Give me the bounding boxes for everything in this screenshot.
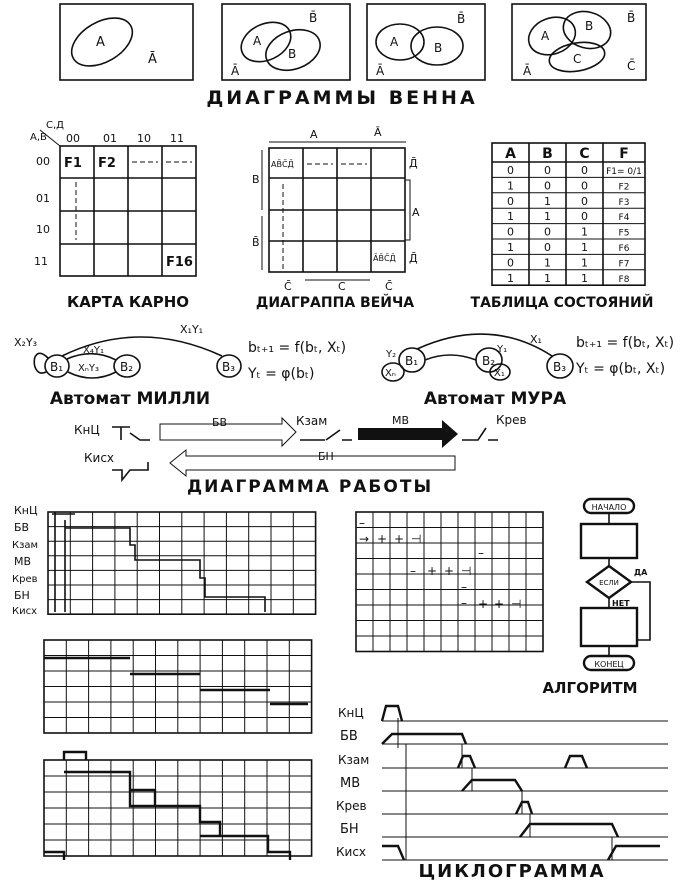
karnaugh-cell-f2: F2 [98,156,116,171]
state-table-cell: 0 [544,225,551,239]
veitch-a-side: A [412,206,420,219]
venn4-not-a: Ā [523,64,532,78]
mealy-title: Автомат МИЛЛИ [49,389,211,409]
veitch-b: B [252,173,260,186]
veitch-not-b: B̄ [252,236,260,249]
state-table [492,143,645,285]
karnaugh-col-11: 11 [170,132,184,145]
mealy-edge-xny3: XₙY₃ [78,363,99,374]
venn2-a: A [253,34,262,48]
cyclo-kni-pulse [382,706,402,721]
karnaugh-map [30,120,196,311]
karnaugh-row-00: 00 [36,155,50,168]
grid1-label-kzam: Кзам [12,540,39,551]
state-table-cell: F3 [618,197,630,208]
veitch-diagram [252,126,420,311]
karnaugh-cell-f1: F1 [64,156,82,171]
state-table-cell: 1 [544,256,551,270]
mealy-b3: B₃ [222,360,236,374]
venn-label-a: A [96,35,105,50]
work-title: ДИАГРАММА РАБОТЫ [186,477,434,497]
karnaugh-cell-f16: F16 [166,255,193,270]
state-table-cell: 0 [581,210,588,224]
moore-edge-y2: Y₂ [386,349,397,360]
grid1-label-kni: КнЦ [14,504,38,517]
state-table-cell: 0 [507,225,514,239]
moore-out-x1: X₁ [494,368,505,379]
state-table-cell: F8 [618,274,630,285]
venn2-b: B [288,47,297,61]
mark-r2-3: ⊣ [411,532,422,546]
cyclo-kzam-pulse2 [565,756,587,768]
cyclo-bn-pulse [520,824,618,837]
karnaugh-title: КАРТА КАРНО [66,293,190,311]
venn-panel-2 [222,4,350,80]
state-table-cell: F2 [618,182,630,193]
state-table-cell: 0 [507,164,514,177]
karnaugh-corner-top: С,Д [46,120,64,131]
work-krev: Крев [496,413,527,427]
mark-r5: – [461,580,467,594]
state-table-cell: F1= 0/1 [606,167,642,177]
moore-edge-y1: Y₁ [497,344,508,355]
mealy-automaton [14,323,346,409]
karnaugh-col-01: 01 [103,132,117,145]
flow-end-label: КОНЕЦ [594,660,624,669]
state-table-cell: 1 [581,271,588,285]
timing-grid-1-labels [12,504,38,617]
cyclo-kzam-pulse1 [458,756,475,768]
veitch-d-bottom: Д̄ [409,252,418,265]
grid1-label-mv: МВ [14,555,32,568]
karnaugh-row-10: 10 [36,223,50,236]
venn-panel-3 [367,4,485,80]
timing-grid-2 [44,640,312,733]
mealy-eq1: bₜ₊₁ = f(bₜ, Xₜ) [248,340,347,356]
state-table-header: F [619,146,629,162]
venn2-not-a: Ā [231,64,240,78]
state-table-cell: F5 [618,228,630,239]
grid1-label-kish: Кисх [12,606,38,617]
venn-title: ДИАГРАММЫ ВЕННА [206,87,478,109]
venn-panel-4 [512,4,646,80]
state-table-cell: 1 [507,271,514,285]
state-table-cell: F4 [618,213,630,224]
venn4-b: B [585,19,594,33]
cyclo-label-kni: КнЦ [338,706,364,720]
mealy-edge-x1y1: X₁Y₁ [180,323,204,336]
state-table-header: B [542,146,553,162]
algorithm-flowchart [542,499,650,697]
flow-start-label: НАЧАЛО [591,503,627,512]
state-table-cell: 0 [581,164,588,177]
flow-process-1 [581,524,637,558]
venn-label-not-a: Ā [148,52,157,67]
karnaugh-row-11: 11 [34,255,48,268]
venn4-not-c: C̄ [627,59,636,73]
moore-edge-x1: X₁ [530,333,542,346]
venn4-not-b: B̄ [627,11,636,25]
mealy-b1: B₁ [50,360,64,374]
cyclo-label-kzam: Кзам [338,753,370,767]
state-table-cell: 1 [544,271,551,285]
cyclo-krev-pulse [516,802,532,814]
grid1-label-krev: Крев [12,574,38,585]
mark-r1: – [359,516,365,530]
karnaugh-col-10: 10 [137,132,151,145]
cyclo-label-kish: Кисх [336,845,367,859]
mark-r4-0: – [410,564,416,578]
algorithm-title: АЛГОРИТМ [542,679,638,697]
state-table-cell: F7 [618,259,630,270]
work-bn: БН [318,450,334,463]
cyclo-label-bv: БВ [340,729,358,744]
work-bv: БВ [212,416,228,429]
flow-process-2 [581,608,637,646]
state-table-header: C [579,146,590,162]
state-table-cell: 1 [544,194,551,208]
state-table-title: ТАБЛИЦА СОСТОЯНИЙ [470,295,654,311]
mark-r4-2: + [444,564,455,578]
flow-if-label: ЕСЛИ [599,579,619,587]
mark-r2-1: + [377,532,388,546]
karnaugh-corner-left: А,В [30,132,47,143]
mark-r6: – [461,596,467,610]
mealy-edge-x4y1: X₄Y₁ [83,345,104,356]
veitch-c: C [338,280,346,293]
state-table-cell: 1 [581,256,588,270]
moore-eq2: Yₜ = φ(bₜ, Xₜ) [576,361,666,377]
moore-title: Автомат МУРА [423,389,567,409]
moore-automaton [382,333,674,409]
work-kzam: Кзам [296,414,328,428]
cyclogram-title: ЦИКЛОГРАММА [418,861,606,880]
flow-yes-label: ДА [634,568,648,577]
state-table-cell: 1 [507,241,514,254]
state-table-cell: 0 [581,179,588,193]
mark-r4-3: ⊣ [461,564,472,578]
state-table-cell: 0 [507,256,514,270]
cyclo-mv-pulse [462,780,522,791]
veitch-d-top: Д̄ [409,157,418,170]
work-mv: МВ [392,414,410,427]
veitch-a: A [310,128,318,141]
grid1-label-bn: БН [14,589,30,602]
state-table-cell: 0 [581,194,588,208]
state-table-cell: 0 [507,194,514,208]
venn3-b: B [434,41,443,55]
mark-r7-3: ⊣ [511,597,522,611]
veitch-cell-first: АВ̄С̄Д̄ [271,160,294,169]
state-table-cell: F6 [618,244,630,254]
veitch-not-c-left: C̄ [284,280,292,293]
venn4-c: C [573,52,582,66]
cyclo-bv-pulse [382,734,466,744]
grid1-label-bv: БВ [14,521,30,534]
veitch-not-c-right: C̄ [385,280,393,293]
veitch-not-a: Ā [374,126,382,139]
mark-r2-2: + [394,532,405,546]
mark-r7-2: + [494,597,505,611]
cyclo-label-bn: БН [340,822,359,837]
state-table-cell: 0 [544,241,551,254]
grid3-signal [44,752,290,860]
venn4-a: A [541,29,550,43]
karnaugh-col-00: 00 [66,132,80,145]
moore-b1: B₁ [405,354,419,368]
state-table-cell: 0 [544,179,551,193]
mark-r3: – [478,546,484,560]
veitch-cell-last: А̄В̄С̄Д̄ [373,254,396,263]
state-table-cell: 1 [507,210,514,224]
state-table-cell: 1 [581,241,588,254]
timing-grid-3 [44,752,312,860]
cyclogram-labels [336,706,606,880]
karnaugh-row-01: 01 [36,192,50,205]
moore-b3: B₃ [553,360,567,374]
work-kni: КнЦ [74,423,100,437]
flow-no-label: НЕТ [612,599,630,608]
state-table-header: A [505,146,516,162]
mark-r4-1: + [427,564,438,578]
venn3-a: A [390,35,399,49]
cyclo-label-mv: МВ [340,776,361,791]
state-table-cell: 1 [581,225,588,239]
matrix-marks [359,516,521,627]
state-table-cell: 1 [544,210,551,224]
mark-r7-1: + [478,597,489,611]
venn2-not-b: B̄ [309,11,318,25]
venn3-not-b: B̄ [457,12,466,26]
moore-b2: B₂ [482,354,496,368]
mark-r2-0: → [359,532,370,546]
veitch-title: ДИАГРАППА ВЕЙЧА [255,295,415,311]
grid2-signal [44,658,308,704]
moore-out-xn: Xₙ [385,368,396,379]
work-kish: Кисх [84,451,115,465]
mark-r8: – [511,613,517,627]
mealy-eq2: Yₜ = φ(bₜ) [248,366,315,382]
cyclo-label-krev: Крев [336,799,367,813]
venn3-not-a: Ā [376,64,385,78]
mealy-b2: B₂ [120,360,134,374]
venn-panel-1 [60,4,193,80]
timing-grid-1 [48,512,316,614]
state-table-cell: 0 [544,164,551,177]
cyclogram [382,706,668,860]
state-table-cell: 1 [507,179,514,193]
mealy-edge-x2y3: X₂Y₃ [14,336,38,349]
cyclo-kish-pulse [382,846,660,860]
work-diagram [74,413,527,497]
moore-eq1: bₜ₊₁ = f(bₜ, Xₜ) [576,335,675,351]
